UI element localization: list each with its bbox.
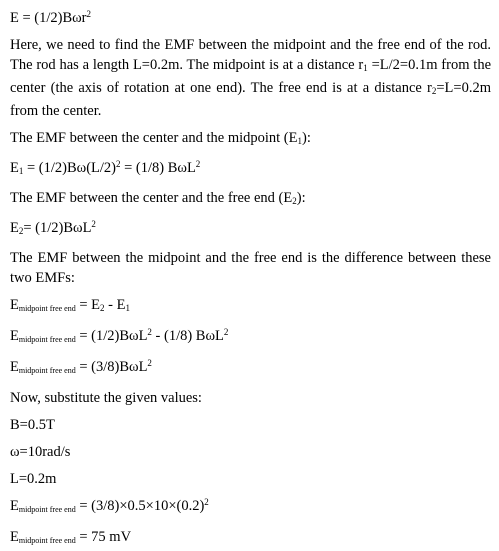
- expanded-difference-equation: $E_{midpoint free end} = (1/2)B\omega L^2 - (1/8)$ BωL$^2$: [10, 327, 229, 344]
- simplified-equation: $E_{midpoint free end} = (3/8)B\omega L^2$: [10, 358, 152, 375]
- difference-equation: $E_{midpoint free end} = E_2 - E_1$: [10, 297, 130, 313]
- substituted-equation: $E_{midpoint free end} = (3/8)\times 0.5\times 10\times(0.2)^2$: [10, 497, 209, 514]
- difference-explanation-paragraph: The EMF between the midpoint and the free end is the difference between these two EMFs:: [10, 250, 491, 286]
- final-result: $E_{midpoint free end} = 75$ mV: [10, 529, 132, 545]
- value-omega: ω=10rad/s: [10, 444, 71, 460]
- value-length: L=0.2m: [10, 471, 57, 487]
- emf-center-free-end-heading: The EMF between the center and the free end $(E_2)$:: [10, 190, 306, 206]
- substitute-heading: Now, substitute the given values:: [10, 390, 202, 406]
- emf-center-midpoint-heading: The EMF between the center and the midpoint $(E_1)$:: [10, 130, 311, 146]
- value-b: B=0.5T: [10, 417, 55, 433]
- e1-equation: $E_1 = (1/2)B\omega(L/2)^2 = (1/8)$ BωL$^2$: [10, 159, 201, 176]
- emf-formula-line: E = (1/2)Bωr$^2$: [10, 9, 92, 26]
- e2-equation: $E_2= (1/2)B\omega L^2$: [10, 219, 96, 236]
- problem-description-paragraph: Here, we need to find the EMF between the midpoint and the free end of the rod. The rod has a length L=0.2m. The midpoint is at a distance $r_1 =L/2=0.1m$ from the center (the axis of rotation at one end). The free end is at a distance $r_2=L=0.2m$ from the center.: [10, 37, 492, 119]
